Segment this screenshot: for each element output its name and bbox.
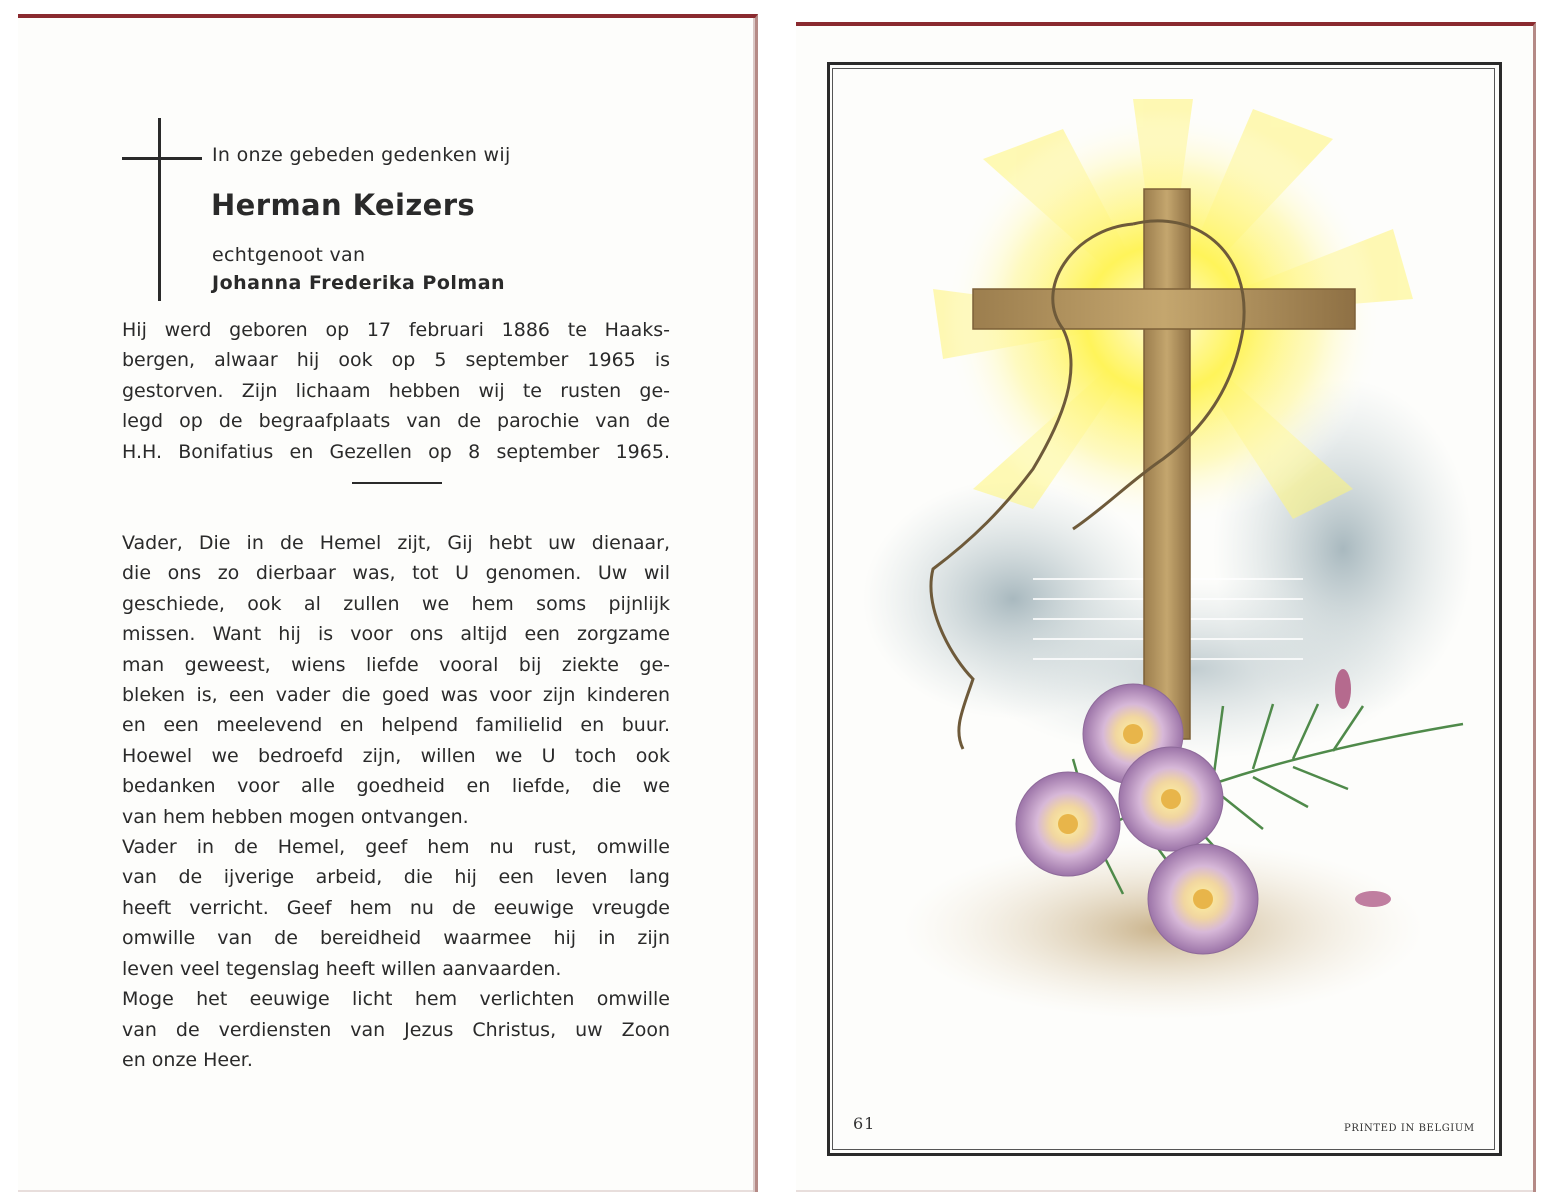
cross-beam xyxy=(973,289,1355,329)
cross-icon xyxy=(158,118,161,301)
bio-line: Hij werd geboren op 17 februari 1886 te Haaks- xyxy=(122,319,670,341)
spouse-label: echtgenoot van xyxy=(212,244,366,266)
prayer-line: Vader, Die in de Hemel zijt, Gij hebt uw dienaar, xyxy=(122,532,670,554)
card-number: 61 xyxy=(853,1114,876,1133)
prayer-line: leven veel tegenslag heeft willen aanvaarden. xyxy=(122,957,562,980)
memorial-card-picture-side xyxy=(796,22,1536,1192)
section-divider xyxy=(352,482,442,484)
prayer-line: bedanken voor alle goedheid en liefde, die we xyxy=(122,775,670,798)
prayer-line: geschiede, ook al zullen we hem soms pijnlijk xyxy=(122,592,670,615)
prayer-line: van hem hebben mogen ontvangen. xyxy=(122,805,469,828)
prayer-line: Moge het eeuwige licht hem verlichten omwille xyxy=(122,988,670,1011)
memorial-card-text-side xyxy=(18,14,758,1192)
prayer-line: heeft verricht. Geef hem nu de eeuwige vreugde xyxy=(122,896,670,919)
intro-line: In onze gebeden gedenken wij xyxy=(212,144,511,166)
prayer-line: van de verdiensten van Jezus Christus, uw Zoon xyxy=(122,1018,670,1041)
bio-line: H.H. Bonifatius en Gezellen op 8 september 1965. xyxy=(122,440,670,463)
bio-line: gestorven. Zijn lichaam hebben wij te rusten ge- xyxy=(122,379,670,402)
prayer-line: missen. Want hij is voor ons altijd een zorgzame xyxy=(122,623,670,646)
spouse-name: Johanna Frederika Polman xyxy=(212,272,506,294)
flower-bud xyxy=(1335,669,1351,709)
prayer-line: bleken is, een vader die goed was voor zijn kinderen xyxy=(122,684,670,707)
prayer-line: omwille van de bereidheid waarmee hij in zijn xyxy=(122,927,670,950)
printed-in-note: PRINTED IN BELGIUM xyxy=(1344,1123,1475,1134)
bio-line: legd op de begraafplaats van de parochie van de xyxy=(122,410,670,433)
prayer-line: en onze Heer. xyxy=(122,1048,253,1071)
biography-paragraph xyxy=(122,315,670,467)
cross-icon-arm xyxy=(122,157,202,160)
prayer-line: Vader in de Hemel, geef hem nu rust, omwille xyxy=(122,836,670,859)
cross-post xyxy=(1144,189,1190,739)
flower-bud xyxy=(1355,891,1391,907)
deceased-name: Herman Keizers xyxy=(211,188,476,222)
prayer-line: Hoewel we bedroefd zijn, willen we U toch ook xyxy=(122,744,670,767)
bio-line: bergen, alwaar hij ook op 5 september 1965 is xyxy=(122,349,670,372)
prayer-paragraph xyxy=(122,528,670,1075)
prayer-line: die ons zo dierbaar was, tot U genomen. Uw wil xyxy=(122,562,670,585)
cross-with-pansies-illustration xyxy=(833,69,1494,1109)
prayer-line: man geweest, wiens liefde vooral bij ziekte ge- xyxy=(122,653,670,676)
prayer-line: van de ijverige arbeid, die hij een leven lang xyxy=(122,866,670,889)
prayer-line: en een meelevend en helpend familielid en buur. xyxy=(122,714,670,737)
